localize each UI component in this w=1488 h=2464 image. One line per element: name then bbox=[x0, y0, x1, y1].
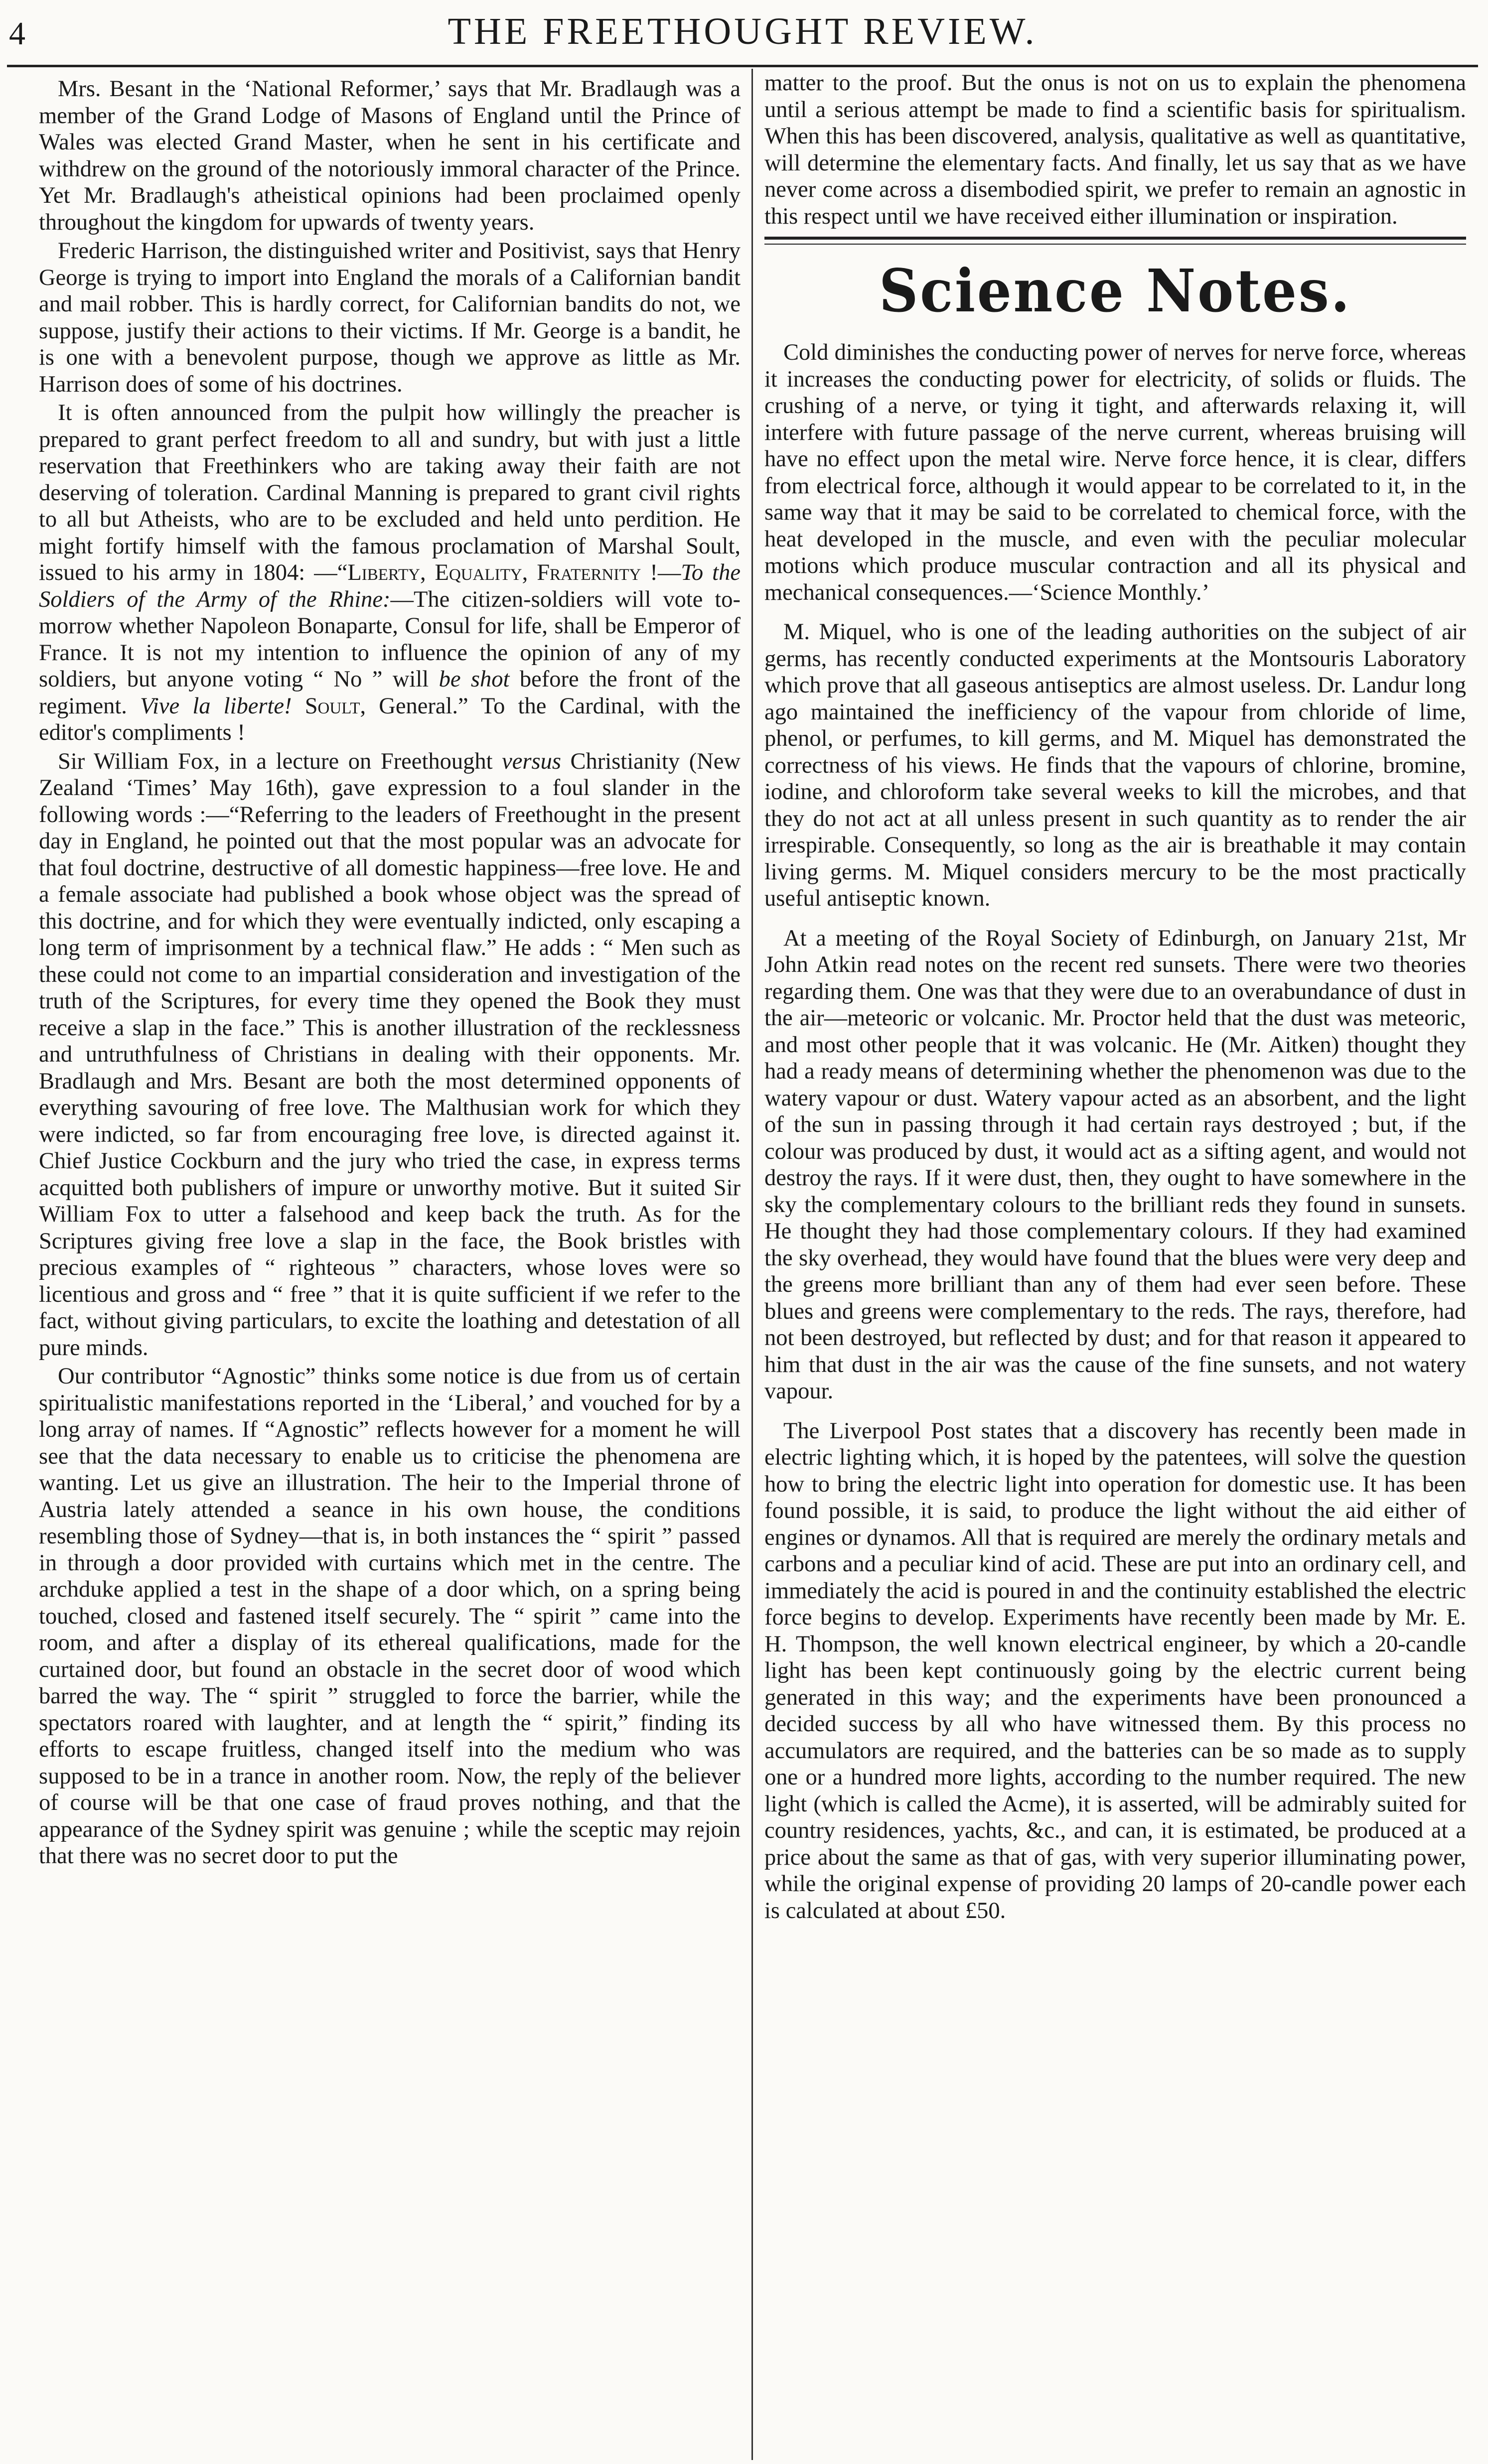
pulpit-text-2: !— bbox=[641, 560, 681, 585]
soult-signature: Soult bbox=[304, 693, 360, 719]
soult-motto: Liberty, Equality, Fraternity bbox=[347, 560, 641, 585]
page-header bbox=[7, 5, 1478, 65]
left-column bbox=[39, 76, 741, 1870]
liverpool-paragraph: The Liverpool Post states that a discovery has recently been made in electric lighting which, it is hoped by the patentees, will solve the question how to bring the electric light into operation for domestic use. It has been found possible, it is said, to produce the light without the aid either of engines or dynamos. All that is required are merely the ordinary metals and carbons and a peculiar kind of acid. These are put into an ordinary cell, and immediately the acid is poured in and the continuity established the electric force begins to develop. Experiments have recently been made by Mr. E. H. Thompson, the well known electrical engineer, by which a 20-candle light has been kept continuously going by the electric current being generated in this way; and the experiments have been pronounced a decided success by all who have witnessed them. By this process no accumulators are required, and the batteries can be so made as to supply one or a hundred more lights, according to the number required. The new light (which is called the Acme), it is asserted, will be admirably suited for country residences, yachts, &c., and can, it is estimated, be produced at a price about the same as that of gas, with very superior illuminating power, while the original expense of providing 20 lamps of 20-candle power each is calculated at about £50. bbox=[764, 1418, 1466, 1923]
besant-paragraph: Mrs. Besant in the ‘National Reformer,’ says that Mr. Bradlaugh was a member of the Grand Lodge of Masons of England until the Prince of Wales was elected Grand Master, when he sent in his certificate and withdrew on the ground of the notoriously immoral character of the Prince. Yet Mr. Bradlaugh's atheistical opinions had been proclaimed openly throughout the kingdom for upwards of twenty years. bbox=[39, 76, 741, 235]
vive-la-liberte: Vive la liberte! bbox=[140, 693, 292, 719]
column-divider bbox=[751, 69, 753, 2460]
fox-text-1: Sir William Fox, in a lecture on Freethought bbox=[58, 748, 502, 774]
nerves-paragraph: Cold diminishes the conducting power of nerves for nerve force, whereas it increases the conducting power for electricity, of solids or fluids. The crushing of a nerve, or tying it tight, and afterwards relaxing it, will interfere with future passage of the nerve current, whereas bruising will have no effect upon the metal wire. Nerve force hence, it is clear, differs from electrical force, although it would appear to be correlated to it, in the same way that it may be said to be correlated to chemical force, with the heat developed in the muscle, and even with the peculiar molecular motions which produce muscular contraction and all its physical and mechanical consequences.—‘Science Monthly.’ bbox=[764, 340, 1466, 605]
edinburgh-paragraph: At a meeting of the Royal Society of Edinburgh, on January 21st, Mr John Atkin read notes on the recent red sunsets. There were two theories regarding them. One was that they were due to an overabundance of dust in the air—meteoric or volcanic. Mr. Proctor held that the dust was meteoric, and most other people that it was volcanic. He (Mr. Aitken) thought they had a ready means of determining whether the phenomenon was due to the watery vapour or dust. Watery vapour acted as an absorbent, and the light of the sun in passing through it had certain rays destroyed ; but, if the colour was produced by dust, it would act as a sifting agent, and would not destroy the rays. If it were dust, then, they ought to have somewhere in the sky the complementary colours to the brilliant reds they found in sunsets. He thought they had those complementary colours. If they had examined the sky overhead, they would have found that the blues were very deep and the greens more brilliant than any of them had ever seen before. These blues and greens were complementary to the reds. The rays, therefore, had not been destroyed, but reflected by dust; and for that reason it appeared to him that dust in the air was the cause of the fine sunsets, and not watery vapour. bbox=[764, 925, 1466, 1404]
harrison-paragraph: Frederic Harrison, the distinguished writer and Positivist, says that Henry George is trying to import into England the morals of a Californian bandit and mail robber. This is hardly correct, for Californian bandits do not, we suppose, justify their actions to their victims. If Mr. George is a bandit, he is one with a benevolent purpose, though we approve as little as Mr. Harrison does of some of his doctrines. bbox=[39, 238, 741, 397]
page-number: 4 bbox=[9, 15, 25, 52]
right-column bbox=[764, 70, 1466, 1924]
versus: versus bbox=[502, 748, 561, 774]
soult-address: To the Soldiers of the Army of the Rhine: bbox=[39, 560, 741, 612]
pulpit-paragraph bbox=[39, 400, 741, 746]
be-shot: be shot bbox=[439, 667, 510, 692]
agnostic-paragraph: Our contributor “Agnostic” thinks some notice is due from us of certain spiritualistic manifestations reported in the ‘Liberal,’ and vouched for by a long array of names. If “Agnostic” reflects however for a moment he will see that the data necessary to enable us to criticise the phenomena are wanting. Let us give an illustration. The heir to the Imperial throne of Austria lately attended a seance in his own house, the conditions resembling those of Sydney—that is, in both instances the “ spirit ” passed in through a door provided with curtains which met in the centre. The archduke applied a test in the shape of a door which, on a spring being touched, closed and fastened itself securely. The “ spirit ” came into the room, and after a display of its ethereal qualifications, made for the curtained door, but found an obstacle in the secret door of wood which barred the way. The “ spirit ” struggled to force the barrier, while the spectators roared with laughter, and at length the “ spirit,” finding its efforts to escape fruitless, changed itself into the medium who was supposed to be in a trance in another room. Now, the reply of the believer of course will be that one case of fraud proves nothing, and that the appearance of the Sydney spirit was genuine ; while the sceptic may rejoin that there was no secret door to put the bbox=[39, 1364, 741, 1869]
science-notes-heading: Science Notes. bbox=[879, 256, 1351, 325]
header-rule bbox=[7, 65, 1478, 67]
pulpit-text-4: before the front of the regiment. bbox=[39, 667, 741, 719]
miquel-paragraph: M. Miquel, who is one of the leading authorities on the subject of air germs, has recently conducted experiments at the Montsouris Laboratory which prove that all gaseous antiseptics are almost useless. Dr. Landur long ago maintained the inefficiency of the vapour from chloride of lime, phenol, or perfumes, to kill germs, and M. Miquel has demonstrated the correctness of his views. He finds that the vapours of chlorine, bromine, iodine, and chloroform take several weeks to kill the microbes, and that they do not act at all unless present in such quantity as to render the air irrespirable. Consequently, so long as the air is breathable it may contain living germs. M. Miquel considers mercury to be the most practically useful antiseptic known. bbox=[764, 619, 1466, 911]
running-title: THE FREETHOUGHT REVIEW. bbox=[447, 10, 1038, 52]
pulpit-text-5: , General.” To the Cardinal, with the editor's compliments ! bbox=[39, 693, 741, 745]
fox-text-2: Christianity (New Zealand ‘Times’ May 16th), gave expression to a foul slander in the following words :—“Referring to the leaders of Freethought in the present day in England, he pointed out that the most popular was an advocate for that foul doctrine, destructive of all domestic happiness—free love. He and a female associate had published a book whose object was the spread of this doctrine, and for which they were eventually indicted, only escaping a long term of imprisonment by a technical flaw.” He adds : “ Men such as these could not come to an impartial consideration and investigation of the truth of the Scriptures, for every time they opened the Book they must receive a slap in the face.” This is another illustration of the recklessness and untruthfulness of Christians in dealing with their opponents. Mr. Bradlaugh and Mrs. Besant are both the most determined opponents of everything savouring of free love. The Malthusian work for which they were indicted, so far from encouraging free love, is directed against it. Chief Justice Cockburn and the jury who tried the case, in express terms acquitted both publishers of impure or unworthy motive. But it suited Sir William Fox to utter a falsehood and keep back the truth. As for the Scriptures giving free love a slap in the face, the Book bristles with precious examples of “ righteous ” characters, whose loves were so licentious and gross and “ free ” that it is quite sufficient if we refer to the fact, without giving particulars, to excite the loathing and detestation of all pure minds. bbox=[39, 748, 741, 1361]
fox-paragraph bbox=[39, 748, 741, 1362]
section-rules bbox=[764, 237, 1466, 250]
pulpit-text-1: It is often announced from the pulpit how willingly the preacher is prepared to grant perfect freedom to all and sundry, but with just a little reservation that Freethinkers who are taking away their faith are not deserving of toleration. Cardinal Manning is prepared to grant civil rights to all but Atheists, who are to be excluded and held unto perdition. He might fortify himself with the famous proclamation of Marshal Soult, issued to his army in 1804: —“ bbox=[39, 400, 741, 585]
spiritualism-continuation: matter to the proof. But the onus is not on us to explain the phenomena until a serious attempt be made to find a scientific basis for spiritualism. When this has been discovered, analysis, qualitative as well as quantitative, will determine the elementary facts. And finally, let us say that as we have never come across a disembodied spirit, we prefer to remain an agnostic in this respect until we have received either illumination or inspiration. bbox=[764, 70, 1466, 229]
pulpit-text-3: —The citizen-soldiers will vote to-morrow whether Napoleon Bonaparte, Consul for life, shall be Emperor of France. It is not my intention to influence the opinion of any of my soldiers, but anyone voting “ No ” will bbox=[39, 586, 741, 692]
